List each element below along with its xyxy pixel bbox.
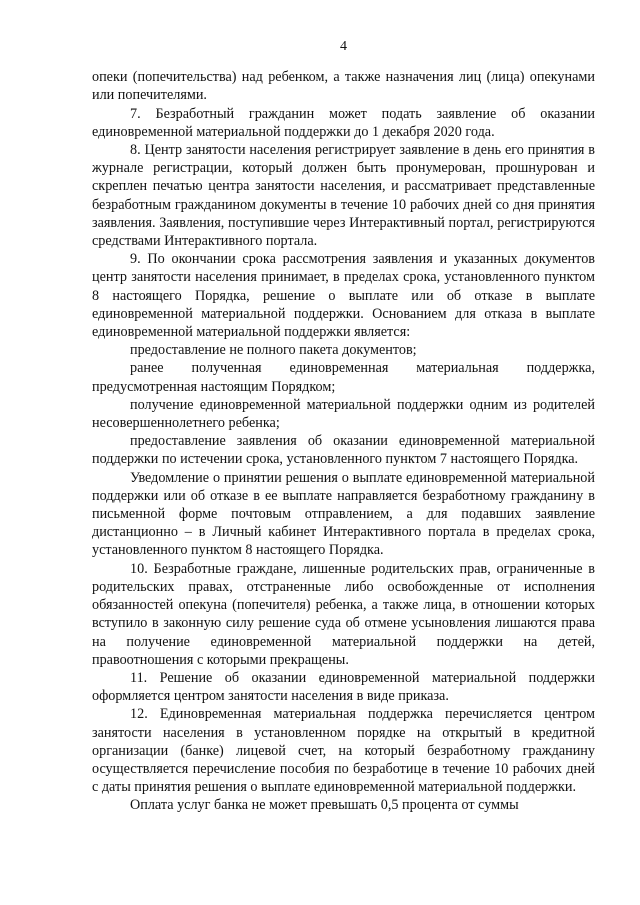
paragraph-item-8: 8. Центр занятости населения регистрирует заявление в день его принятия в журнале регистрации, который должен быть пронумерован, прошнурован и скреплен печатью центра занятости населения, и рассматривает представленные безработным гражданином документы в течение 10 рабочих дней со дня принятия заявления. Заявления, поступившие через Интерактивный портал, регистрируются средствами Интерактивного портала. <box>92 142 595 250</box>
document-page <box>92 38 595 815</box>
paragraph-item-7: 7. Безработный гражданин может подать заявление об оказании единовременной материальной поддержки до 1 декабря 2020 года. <box>92 105 595 140</box>
paragraph-bank-fee: Оплата услуг банка не может превышать 0,5 процента от суммы <box>130 797 519 814</box>
paragraph-notification: Уведомление о принятии решения о выплате единовременной материальной поддержки или об отказе в ее выплате направляется безработному гражданину в письменной форме почтовым отправлением, а для подавших заявление дистанционно – в Личный кабинет Интерактивного портала в пределах срока, установленного пунктом 8 настоящего Порядка. <box>92 469 595 559</box>
refusal-reason-1: предоставление не полного пакета документов; <box>130 342 417 359</box>
refusal-reason-4: предоставление заявления об оказании единовременной материальной поддержки по истечении срока, установленного пунктом 7 настоящего Порядка. <box>92 433 595 468</box>
paragraph-item-9: 9. По окончании срока рассмотрения заявления и указанных документов центр занятости населения принимает, в пределах срока, установленного пунктом 8 настоящего Порядка, решение о выплате или об отказе в выплате единовременной материальной поддержки. Основанием для отказа в выплате единовременной материальной поддержки является: <box>92 251 595 341</box>
refusal-reason-3: получение единовременной материальной поддержки одним из родителей несовершеннолетнего ребенка; <box>92 396 595 432</box>
refusal-reason-2: ранее полученная единовременная материальная поддержка, предусмотренная настоящим Порядком; <box>92 360 595 395</box>
page-number: 4 <box>340 39 347 54</box>
paragraph-item-12: 12. Единовременная материальная поддержка перечисляется центром занятости населения в установленном порядке на открытый в кредитной организации (банке) лицевой счет, на который безработному гражданину осуществляется перечисление пособия по безработице в течение 10 рабочих дней с даты принятия решения о выплате единовременной материальной поддержки. <box>92 706 595 796</box>
paragraph-continuation: опеки (попечительства) над ребенком, а также назначения лиц (лица) опекунами или попечителями. <box>92 69 595 104</box>
paragraph-item-10: 10. Безработные граждане, лишенные родительских прав, ограниченные в родительских правах, отстраненные либо освобожденные от исполнения обязанностей опекуна (попечителя) ребенка, а также лица, в отношении которых вступило в законную силу решение суда об отмене усыновления лишаются права на получение единовременной материальной поддержки на детей, правоотношения с которыми прекращены. <box>92 560 595 668</box>
paragraph-item-11: 11. Решение об оказании единовременной материальной поддержки оформляется центром занятости населения в виде приказа. <box>92 669 595 705</box>
